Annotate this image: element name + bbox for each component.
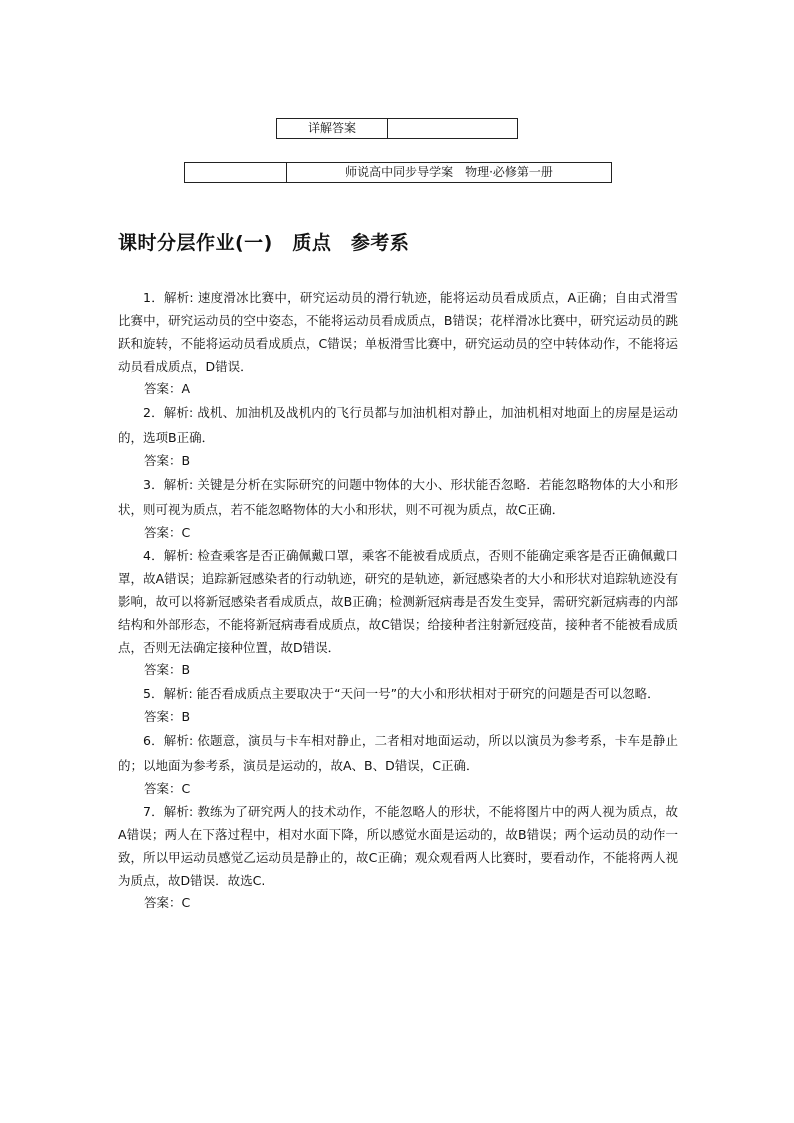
answer-1: 答案：A — [144, 381, 191, 396]
analysis-2: 2．解析: 战机、加油机及战机内的飞行员都与加油机相对静止，加油机相对地面上的房屋是运动的，选项B正确． — [118, 405, 678, 445]
answer-2: 答案：B — [144, 453, 191, 468]
analysis-5: 5．解析: 能否看成质点主要取决于“天问一号”的大小和形状相对于研究的问题是否可以忽略． — [143, 686, 660, 701]
answer-3: 答案：C — [144, 525, 191, 540]
answer-content — [118, 286, 678, 914]
answer-6: 答案：C — [144, 781, 191, 796]
answer-5: 答案：B — [144, 709, 191, 724]
book-header-label: 师说高中同步导学案 物理·必修第一册 — [345, 165, 553, 179]
answer-4: 答案：B — [144, 662, 191, 677]
analysis-1: 1．解析: 速度滑冰比赛中，研究运动员的滑行轨迹，能将运动员看成质点，A正确；自由式滑雪比赛中，研究运动员的空中姿态，不能将运动员看成质点，B错误；花样滑冰比赛中，研究运动员的跳跃和旋转，不能将运动员看成质点，C错误；单板滑雪比赛中，研究运动员的空中转体动作，不能将运动员看成质点，D错误． — [118, 290, 678, 374]
book-header-empty-cell — [185, 163, 287, 182]
answer-header-box — [276, 118, 518, 139]
page-title: 课时分层作业(一) 质点 参考系 — [118, 232, 410, 254]
analysis-6: 6．解析: 依题意，演员与卡车相对静止，二者相对地面运动，所以以演员为参考系，卡车是静止的；以地面为参考系，演员是运动的，故A、B、D错误，C正确． — [118, 733, 678, 773]
book-header-box — [184, 162, 612, 183]
answer-header-empty-cell — [388, 119, 517, 138]
analysis-4: 4．解析: 检查乘客是否正确佩戴口罩，乘客不能被看成质点，否则不能确定乘客是否正确佩戴口罩，故A错误；追踪新冠感染者的行动轨迹，研究的是轨迹，新冠感染者的大小和形状对追踪轨迹没有影响，故可以将新冠感染者看成质点，故B正确；检测新冠病毒是否发生变异，需研究新冠病毒的内部结构和外部形态，不能将新冠病毒看成质点，故C错误；给接种者注射新冠疫苗，接种者不能被看成质点，否则无法确定接种位置，故D错误． — [118, 548, 678, 655]
answer-header-label: 详解答案 — [277, 119, 388, 138]
analysis-7: 7．解析: 教练为了研究两人的技术动作，不能忽略人的形状，不能将图片中的两人视为质点，故A错误；两人在下落过程中，相对水面下降，所以感觉水面是运动的，故B错误；两个运动员的动作一致，所以甲运动员感觉乙运动员是静止的，故C正确；观众观看两人比赛时，要看动作，不能将两人视为质点，故D错误．故选C. — [118, 804, 678, 888]
answer-7: 答案：C — [144, 895, 191, 910]
analysis-3: 3．解析: 关键是分析在实际研究的问题中物体的大小、形状能否忽略．若能忽略物体的大小和形状，则可视为质点，若不能忽略物体的大小和形状，则不可视为质点，故C正确． — [118, 477, 678, 517]
